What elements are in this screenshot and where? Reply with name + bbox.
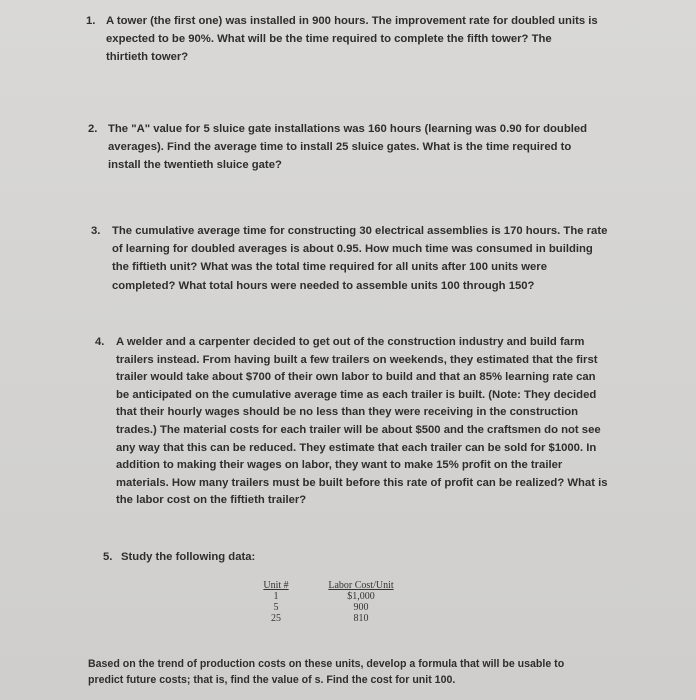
text-line: materials. How many trailers must be built before this rate of profit can be realized? What is xyxy=(116,476,608,489)
text-line: be anticipated on the cumulative average time as each trailer is built. (Note: They decided xyxy=(116,388,597,401)
labor-cost-cell: 900 xyxy=(353,602,369,613)
labor-cost-column xyxy=(326,580,396,624)
text-line: predict future costs; that is, find the value of s. Find the cost for unit 100. xyxy=(88,674,456,686)
text-line: of learning for doubled averages is about 0.95. How much time was consumed in building xyxy=(112,243,593,256)
text-line: thirtieth tower? xyxy=(106,51,189,64)
labor-cost-cell: $1,000 xyxy=(347,591,375,602)
unit-column xyxy=(263,580,289,624)
text-line: addition to making their wages on labor, they want to make 15% profit on the trailer xyxy=(116,459,563,472)
question-3 xyxy=(91,222,607,295)
text-line: the labor cost on the fiftieth trailer? xyxy=(116,494,307,507)
question-text xyxy=(91,222,607,295)
text-line: Based on the trend of production costs on these units, develop a formula that will be usable to xyxy=(88,658,565,670)
labor-cost-header: Labor Cost/Unit xyxy=(328,580,394,591)
text-line: the fiftieth unit? What was the total time required for all units after 100 units were xyxy=(112,261,547,274)
unit-header: Unit # xyxy=(263,580,289,591)
question-1 xyxy=(86,12,598,67)
question-text xyxy=(88,120,587,175)
text-line: that their hourly wages should be no less than they were receiving in the construction xyxy=(116,406,579,419)
question-5 xyxy=(103,548,255,566)
unit-cell: 25 xyxy=(271,613,281,624)
text-line: The cumulative average time for constructing 30 electrical assemblies is 170 hours. The rate xyxy=(112,225,608,237)
question-number: 3. xyxy=(91,225,101,237)
question-2 xyxy=(88,120,587,175)
question-number: 5. xyxy=(103,551,113,563)
question-number: 2. xyxy=(88,123,98,135)
text-line: Study the following data: xyxy=(121,551,256,563)
text-line: trades.) The material costs for each trailer will be about $500 and the craftsmen do not see xyxy=(116,423,601,436)
question-text xyxy=(103,548,255,566)
question-text xyxy=(95,334,608,510)
question-number: 1. xyxy=(86,15,96,27)
question-5-instructions xyxy=(88,656,564,688)
question-text xyxy=(86,12,598,67)
text-line: A tower (the first one) was installed in 900 hours. The improvement rate for doubled units is xyxy=(106,15,598,27)
text-line: averages). Find the average time to install 25 sluice gates. What is the time required to xyxy=(108,141,572,154)
text-line: trailer would take about $700 of their own labor to build and that an 85% learning rate can xyxy=(116,371,596,384)
text-line: install the twentieth sluice gate? xyxy=(108,159,282,172)
question-4 xyxy=(95,334,608,510)
unit-cell: 5 xyxy=(273,602,279,613)
text-line: trailers instead. From having built a few trailers on weekends, they estimated that the first xyxy=(116,353,598,366)
labor-cost-cell: 810 xyxy=(353,613,369,624)
text-line: The "A" value for 5 sluice gate installations was 160 hours (learning was 0.90 for doubled xyxy=(108,123,588,135)
text-line: expected to be 90%. What will be the time required to complete the fifth tower? The xyxy=(106,33,552,46)
text-line: any way that this can be reduced. They estimate that each trailer can be sold for $1000. In xyxy=(116,441,597,454)
question-number: 4. xyxy=(95,336,105,348)
unit-cell: 1 xyxy=(273,591,279,602)
text-line: completed? What total hours were needed to assemble units 100 through 150? xyxy=(112,279,535,292)
text-line: A welder and a carpenter decided to get out of the construction industry and build farm xyxy=(116,336,585,348)
